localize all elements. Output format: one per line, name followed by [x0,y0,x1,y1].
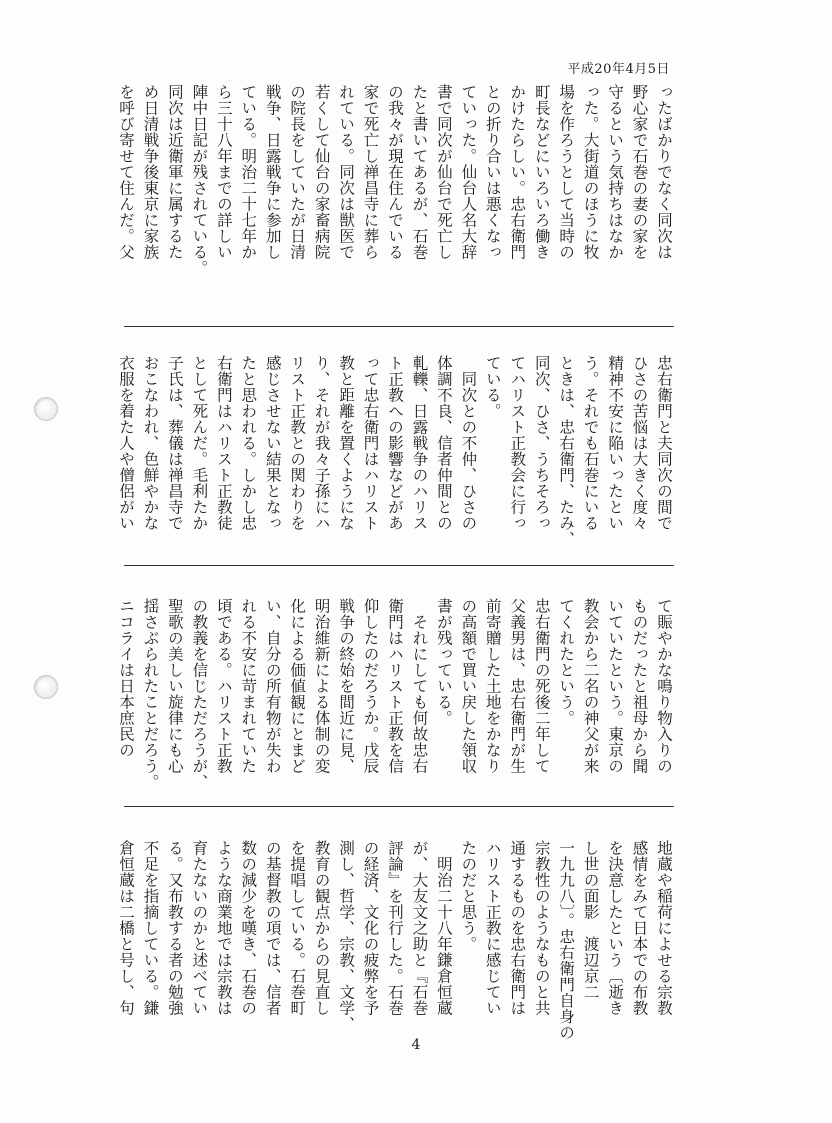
text-column: 同次は近衛軍に属するた [165,84,184,260]
text-column: ら三十八年までの詳しい [214,84,233,260]
text-column: の院長をしていたが日清 [288,84,307,260]
text-column: の基督教の項では、信者 [263,840,282,1016]
text-column: ている。 [483,355,502,419]
text-column: 同次との不仲、ひさの [459,355,478,531]
punch-hole [34,675,58,699]
text-column: 書で同次が仙台で死亡し [434,84,453,260]
text-column: を提唱している。石巻町 [288,840,307,1016]
text-column: め日清戦争後東京に家族 [141,84,160,260]
text-column: ト正教への影響などがあ [385,355,404,531]
text-column: 若くして仙台の家畜病院 [312,84,331,260]
text-column: の教義を信じただろうが、 [190,598,209,790]
text-column: 宗教性のようなものと共 [532,840,551,1016]
text-column: 仰したのだろうか。戊辰 [361,598,380,774]
text-column: ひさの苦悩は大きく度々 [630,355,649,531]
text-column: ったばかりでなく同次は [654,84,673,260]
text-column: って忠右衛門はハリスト [361,355,380,531]
text-column: 育たないのかと述べてい [190,840,209,1016]
text-column: 揺さぶられたことだろう。 [141,598,160,790]
document-date: 平成20年4月5日 [567,62,670,77]
text-column: 右衛門はハリスト正教徒 [214,355,233,531]
text-section-1 [115,84,675,324]
text-column: リスト正教との関わりを [288,355,307,531]
text-column: 一九九八〕。忠右衛門自身の [557,840,576,1041]
text-column: を呼び寄せて住んだ。父 [117,84,135,260]
text-column: 衣服を着た人や僧侶がい [117,355,135,531]
text-column: おこなわれ、色鮮やかな [141,355,160,531]
text-column: との折り合いは悪くなっ [483,84,502,260]
text-column: 家で死亡し禅昌寺に葬ら [361,84,380,260]
text-column: ときは、忠右衛門、たみ、 [557,355,576,547]
text-column: 衛門はハリスト正教を信 [385,598,404,774]
text-column: し世の面影 渡辺京二 [581,840,600,1000]
text-column: を決意したという〔逝き [606,840,625,1016]
text-column: り、それが我々子孫にハ [312,355,331,531]
text-column: 忠右衛門の死後二年して [532,598,551,774]
text-column: ような商業地では宗教は [214,840,233,1016]
text-column: 教会から二名の神父が来 [581,598,600,774]
section-divider [124,565,674,566]
text-column: 忠右衛門と夫同次の間で [654,355,673,531]
text-section-3 [115,598,675,808]
text-column: 場を作ろうとして当時の [557,84,576,260]
text-column: 感情をみて日本での布教 [630,840,649,1016]
text-column: の我々が現在住んでいる [385,84,404,260]
text-column: の高額で買い戻した領収 [459,598,478,774]
text-column: 教育の観点からの見直し [312,840,331,1016]
text-column: て賑やかな鳴り物入りの [654,598,673,774]
text-column: 野心家で石巻の妻の家を [630,84,649,260]
text-column: 明治二十八年鎌倉恒蔵 [434,840,453,1016]
text-column: 同次、ひさ、うちそろっ [532,355,551,531]
text-column: ハリスト正教に感じてい [483,840,502,1016]
text-column: 化による価値観にとまど [288,598,307,774]
text-column: ニコライは日本庶民の [117,598,135,758]
text-column: ものだったと祖母から聞 [630,598,649,774]
text-column: 戦争、日露戦争に参加し [263,84,282,260]
text-column: たと書いてあるが、石巻 [410,84,429,260]
text-column: 教と距離を置くようにな [337,355,356,531]
text-section-2 [115,355,675,560]
text-column: 陣中日記が残されている。 [190,84,209,276]
text-column: 聖歌の美しい旋律にも心 [165,598,184,774]
text-column: 評論』を刊行した。石巻 [385,840,404,1016]
text-column: 倉恒蔵は二橋と号し、句 [117,840,135,1016]
text-column: ている。明治二十七年か [239,84,258,260]
text-column: い、自分の所有物が失わ [263,598,282,774]
text-column: 父義男は、忠右衛門が生 [508,598,527,774]
text-column: てハリスト正教会に行っ [508,355,527,531]
text-column: 子氏は、葬儀は禅昌寺で [165,355,184,531]
punch-hole [34,397,58,421]
text-column: 精神不安に陥いったとい [606,355,625,531]
text-column: 頃である。ハリスト正教 [214,598,233,774]
section-divider [124,806,674,807]
text-column: 軋轢、日露戦争のハリス [410,355,429,531]
text-column: 感じさせない結果となっ [263,355,282,531]
text-column: 守るという気持ちはなか [606,84,625,260]
text-column: 前寄贈した土地をかなり [483,598,502,774]
text-column: 戦争の終始を間近に見、 [337,598,356,774]
text-column: れる不安に苛まれていた [239,598,258,774]
text-column: 体調不良、信者仲間との [434,355,453,531]
text-column: それにしても何故忠右 [410,598,429,774]
text-column: 数の減少を嘆き、石巻の [239,840,258,1016]
text-column: 地蔵や稲荷によせる宗教 [654,840,673,1016]
text-column: る。又布教する者の勉強 [165,840,184,1016]
text-column: ていった。仙台人名大辞 [459,84,478,260]
text-column: 通するものを忠右衛門は [508,840,527,1016]
text-column: 不足を指摘している。鎌 [141,840,160,1016]
text-column: 町長などにいろいろ働き [532,84,551,260]
text-column: 書が残っている。 [434,598,453,726]
text-column: てくれたという。 [557,598,576,726]
text-column: 測し、哲学、宗教、文学、 [337,840,356,1032]
text-column: かけたらしい。忠右衛門 [508,84,527,260]
text-column: いていたという。東京の [606,598,625,774]
text-column: う。それでも石巻にいる [581,355,600,531]
section-divider [124,326,674,327]
text-column: が、大友文之助と『石巻 [410,840,429,1016]
text-column: たと思われる。しかし忠 [239,355,258,531]
text-column: 明治維新による体制の変 [312,598,331,774]
text-section-4 [115,840,675,1052]
text-column: たのだと思う。 [459,840,478,952]
text-column: として死んだ。毛利たか [190,355,209,531]
text-column: った。大街道のほうに牧 [581,84,600,260]
text-column: の経済、文化の疲弊を予 [361,840,380,1016]
text-column: れている。同次は獣医で [337,84,356,260]
page-number: 4 [411,1037,421,1053]
